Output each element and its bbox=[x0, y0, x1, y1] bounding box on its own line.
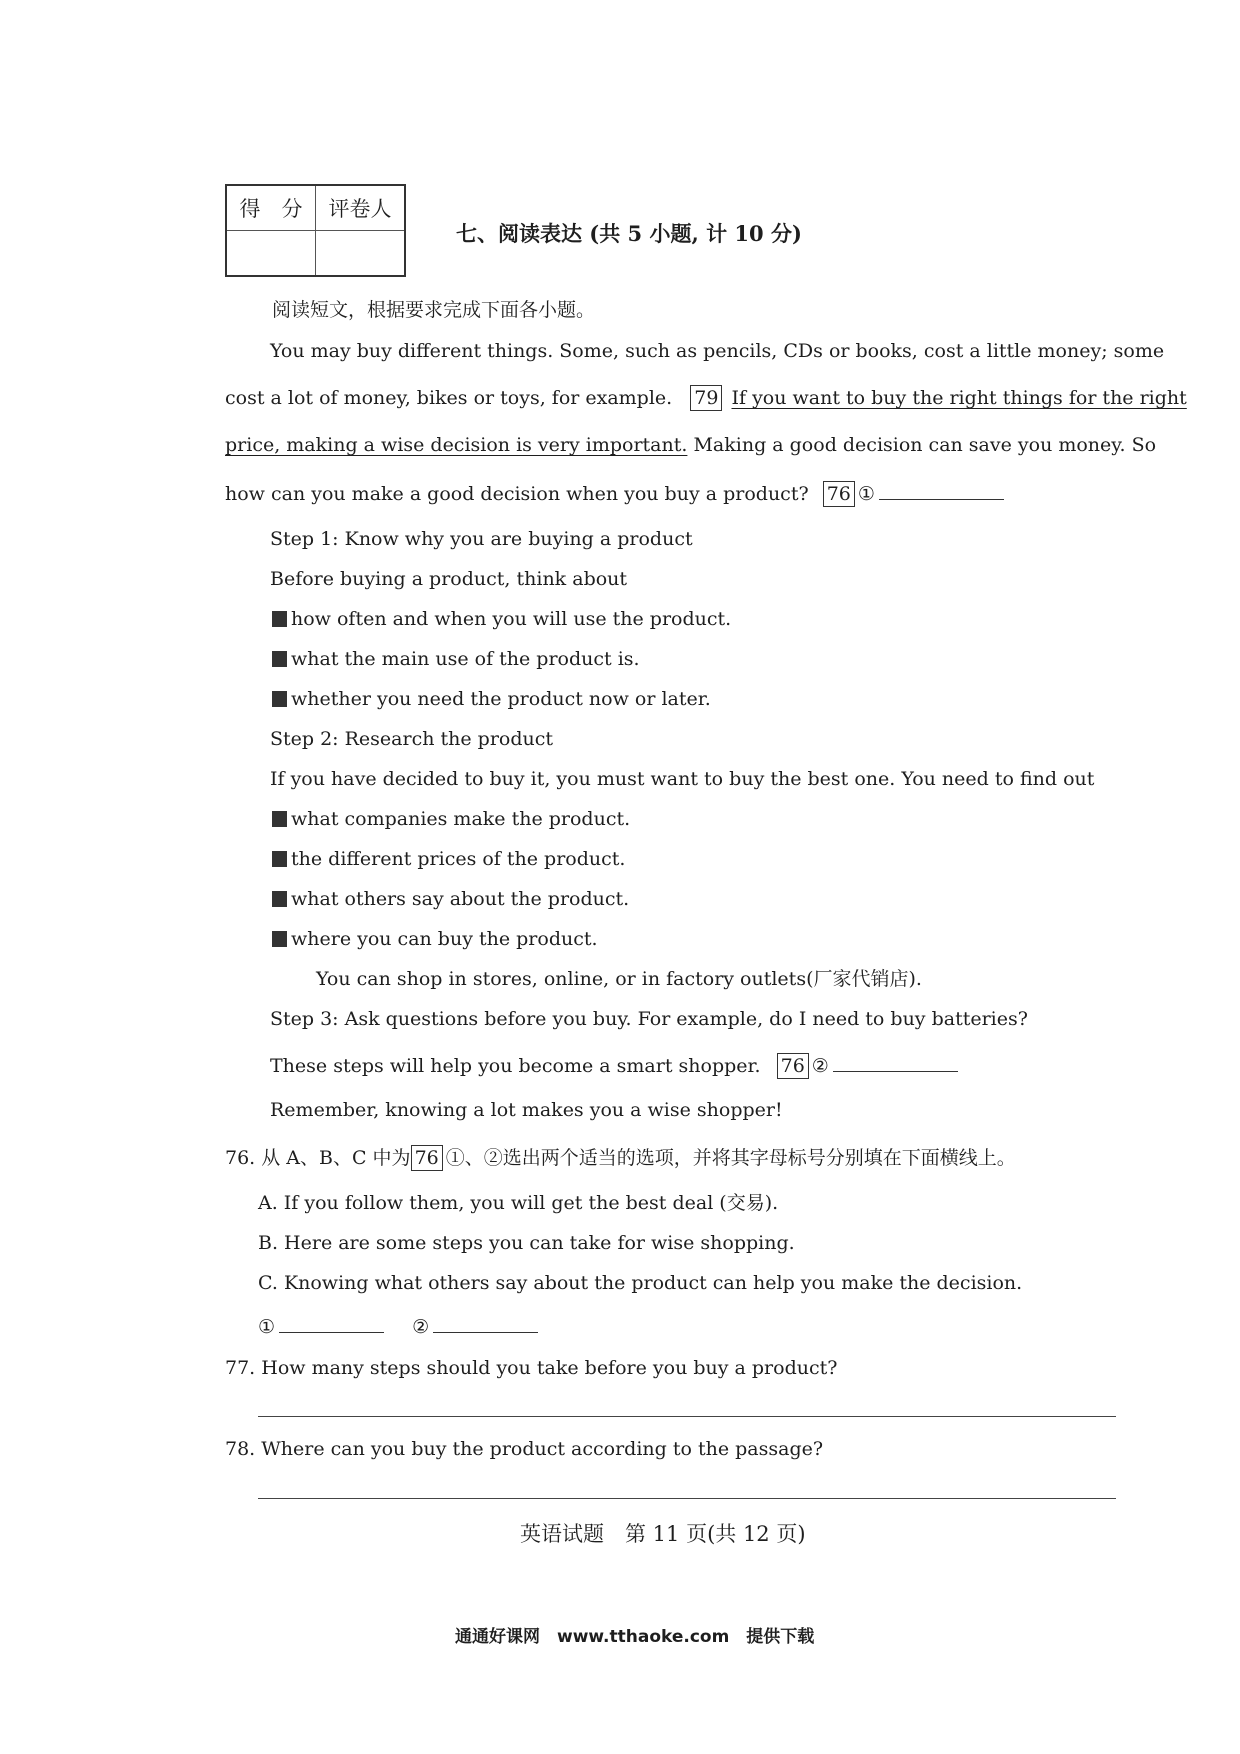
square-bullet-icon bbox=[272, 931, 287, 947]
grader-label: 评卷人 bbox=[316, 185, 406, 231]
remember-line: Remember, knowing a lot makes you a wise shopper! bbox=[270, 1099, 783, 1121]
step1-lead: Before buying a product, think about bbox=[270, 568, 628, 590]
steps-help-line bbox=[270, 1051, 958, 1079]
passage-line-1: You may buy different things. Some, such as pencils, CDs or books, cost a little money; some bbox=[270, 340, 1165, 362]
score-cell[interactable] bbox=[226, 231, 316, 277]
shop-line: You can shop in stores, online, or in factory outlets(厂家代销店). bbox=[316, 968, 922, 990]
square-bullet-icon bbox=[272, 651, 287, 667]
list-item bbox=[272, 806, 630, 832]
passage-line-2-text: cost a lot of money, bikes or toys, for example. bbox=[225, 387, 673, 409]
instruction: 阅读短文，根据要求完成下面各小题。 bbox=[272, 299, 596, 321]
answer-blank-1[interactable] bbox=[279, 1312, 384, 1333]
passage-blank-1[interactable] bbox=[879, 479, 1004, 500]
circle-1-a: ① bbox=[857, 483, 875, 505]
square-bullet-icon bbox=[272, 811, 287, 827]
list-item-text: what companies make the product. bbox=[291, 808, 631, 830]
option-a: A. If you follow them, you will get the best deal (交易). bbox=[258, 1192, 779, 1214]
marker-79: 79 bbox=[690, 385, 722, 411]
passage-line-4-text: how can you make a good decision when you buy a product? bbox=[225, 483, 809, 505]
square-bullet-icon bbox=[272, 611, 287, 627]
option-c: C. Knowing what others say about the product can help you make the decision. bbox=[258, 1272, 1023, 1294]
marker-76-b: 76 bbox=[777, 1053, 809, 1079]
list-item bbox=[272, 926, 598, 952]
step1-title: Step 1: Know why you are buying a product bbox=[270, 528, 693, 550]
circle-2-a: ② bbox=[811, 1055, 829, 1077]
passage-line-2 bbox=[225, 385, 1187, 411]
list-item bbox=[272, 646, 640, 672]
grader-cell[interactable] bbox=[316, 231, 406, 277]
source-footer: 通通好课网 www.tthaoke.com 提供下载 bbox=[455, 1627, 815, 1647]
square-bullet-icon bbox=[272, 851, 287, 867]
passage-line-3-text: Making a good decision can save you money. So bbox=[693, 434, 1157, 456]
passage-line-4 bbox=[225, 479, 1004, 507]
passage-line-3 bbox=[225, 432, 1156, 458]
question-76-prefix: 76. 从 A、B、C 中为 bbox=[225, 1147, 411, 1169]
question-77: 77. How many steps should you take before you buy a product? bbox=[225, 1357, 838, 1379]
passage-blank-2[interactable] bbox=[833, 1051, 958, 1072]
option-b: B. Here are some steps you can take for wise shopping. bbox=[258, 1232, 795, 1254]
list-item-text: where you can buy the product. bbox=[291, 928, 598, 950]
question-76 bbox=[225, 1145, 1016, 1171]
step2-title: Step 2: Research the product bbox=[270, 728, 554, 750]
list-item-text: how often and when you will use the product. bbox=[291, 608, 732, 630]
step2-lead: If you have decided to buy it, you must want to buy the best one. You need to find out bbox=[270, 768, 1095, 790]
list-item bbox=[272, 886, 629, 912]
square-bullet-icon bbox=[272, 891, 287, 907]
section-title: 七、阅读表达 (共 5 小题, 计 10 分) bbox=[456, 221, 802, 246]
underlined-sentence-part1: If you want to buy the right things for the right bbox=[731, 387, 1187, 409]
answer-blanks-76 bbox=[258, 1312, 538, 1340]
list-item bbox=[272, 686, 711, 712]
answer-blank-2-label: ② bbox=[412, 1316, 430, 1338]
answer-line-77[interactable] bbox=[258, 1416, 1116, 1417]
list-item-text: what others say about the product. bbox=[291, 888, 630, 910]
list-item-text: the different prices of the product. bbox=[291, 848, 626, 870]
score-table bbox=[225, 184, 406, 277]
question-78: 78. Where can you buy the product according to the passage? bbox=[225, 1438, 824, 1460]
question-76-suffix: ①、②选出两个适当的选项，并将其字母标号分别填在下面横线上。 bbox=[445, 1147, 1016, 1169]
answer-line-78[interactable] bbox=[258, 1498, 1116, 1499]
page-footer: 英语试题 第 11 页(共 12 页) bbox=[520, 1522, 806, 1546]
answer-blank-1-label: ① bbox=[258, 1316, 276, 1338]
step3: Step 3: Ask questions before you buy. For example, do I need to buy batteries? bbox=[270, 1008, 1028, 1030]
steps-help-text: These steps will help you become a smart shopper. bbox=[270, 1055, 761, 1077]
score-label: 得 分 bbox=[226, 185, 316, 231]
square-bullet-icon bbox=[272, 691, 287, 707]
answer-blank-2[interactable] bbox=[433, 1312, 538, 1333]
marker-76-c: 76 bbox=[411, 1145, 443, 1171]
underlined-sentence-part2: price, making a wise decision is very important. bbox=[225, 434, 688, 456]
marker-76-a: 76 bbox=[823, 481, 855, 507]
list-item-text: what the main use of the product is. bbox=[291, 648, 640, 670]
list-item-text: whether you need the product now or later. bbox=[291, 688, 711, 710]
list-item bbox=[272, 606, 731, 632]
list-item bbox=[272, 846, 625, 872]
